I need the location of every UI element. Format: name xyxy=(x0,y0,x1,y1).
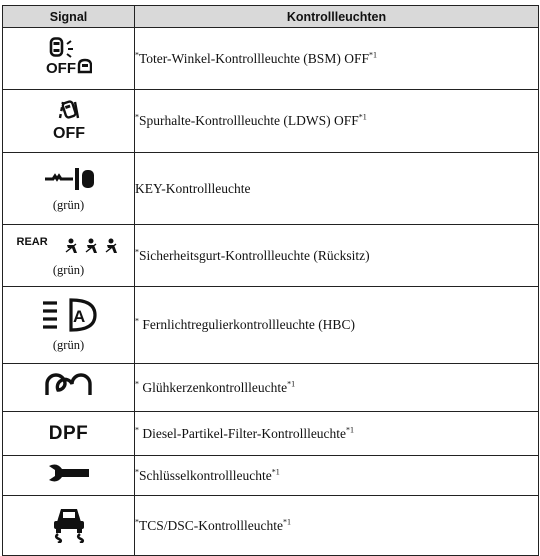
indicator-label: Sicherheitsgurt-Kontrollleuchte (Rücksitz) xyxy=(139,247,370,263)
indicator-table xyxy=(2,5,539,556)
footnote-star: * xyxy=(135,316,139,326)
color-note: (grün) xyxy=(52,262,85,277)
indicator-label: Fernlichtregulierkontrollleuchte (HBC) xyxy=(139,317,355,332)
table-row xyxy=(3,287,539,364)
footnote-star: * xyxy=(135,517,139,526)
indicator-label: Glühkerzenkontrollleuchte xyxy=(139,379,288,395)
footnote-star: * xyxy=(135,379,139,388)
footnote-mark: *1 xyxy=(287,379,296,388)
svg-text:A: A xyxy=(72,307,85,326)
table-row xyxy=(3,456,539,496)
indicator-label: Schlüsselkontrollleuchte xyxy=(139,467,272,483)
description-cell xyxy=(135,287,539,364)
signal-cell xyxy=(3,456,135,496)
signal-cell xyxy=(3,153,135,225)
description-cell xyxy=(135,153,539,225)
ldws-off-icon xyxy=(49,98,89,140)
signal-cell xyxy=(3,90,135,153)
bsm-off-icon xyxy=(46,37,92,75)
dpf-icon: DPF xyxy=(48,422,89,444)
indicator-label: TCS/DSC-Kontrollleuchte xyxy=(139,517,283,533)
svg-text:OFF: OFF xyxy=(52,124,85,140)
color-note: (grün) xyxy=(52,338,85,352)
table-row xyxy=(3,496,539,556)
signal-cell xyxy=(3,287,135,364)
footnote-mark: *1 xyxy=(346,425,355,434)
footnote-star: * xyxy=(135,247,139,256)
high-beam-control-icon xyxy=(41,298,97,332)
svg-text:OFF: OFF xyxy=(45,60,76,75)
footnote-mark: *1 xyxy=(368,50,377,59)
footnote-star: * xyxy=(135,112,139,122)
rear-label: REAR xyxy=(16,235,48,248)
wrench-icon xyxy=(47,463,91,483)
description-cell xyxy=(135,412,539,456)
description-cell xyxy=(135,364,539,412)
description-cell xyxy=(135,28,539,90)
table-row xyxy=(3,153,539,225)
description-cell xyxy=(135,456,539,496)
table-row xyxy=(3,364,539,412)
table-row xyxy=(3,28,539,90)
table-row xyxy=(3,90,539,153)
signal-cell xyxy=(3,364,135,412)
signal-cell xyxy=(3,28,135,90)
footnote-star: * xyxy=(135,467,139,476)
signal-cell xyxy=(3,225,135,287)
glow-plug-icon xyxy=(44,373,94,397)
footnote-mark: *1 xyxy=(358,112,367,122)
column-header-signal: Signal xyxy=(3,6,135,28)
footnote-star: * xyxy=(135,425,139,434)
description-cell xyxy=(135,496,539,556)
footnote-mark: *1 xyxy=(283,517,291,526)
description-cell xyxy=(135,225,539,287)
signal-cell xyxy=(3,496,135,556)
rear-seatbelt-icon xyxy=(13,235,125,257)
tcs-dsc-icon xyxy=(49,503,89,543)
indicator-label: Diesel-Partikel-Filter-Kontrollleuchte xyxy=(139,425,347,441)
column-header-lights: Kontrollleuchten xyxy=(135,6,539,28)
footnote-star: * xyxy=(135,50,139,59)
indicator-label: Toter-Winkel-Kontrollleuchte (BSM) OFF xyxy=(139,50,369,66)
table-row xyxy=(3,412,539,456)
key-icon xyxy=(43,166,95,192)
color-note: (grün) xyxy=(52,197,85,212)
signal-cell xyxy=(3,412,135,456)
table-row xyxy=(3,225,539,287)
indicator-label: KEY-Kontrollleuchte xyxy=(135,180,251,196)
description-cell xyxy=(135,90,539,153)
footnote-mark: *1 xyxy=(271,467,280,476)
indicator-label: Spurhalte-Kontrollleuchte (LDWS) OFF xyxy=(139,113,359,128)
header-row xyxy=(3,6,539,28)
